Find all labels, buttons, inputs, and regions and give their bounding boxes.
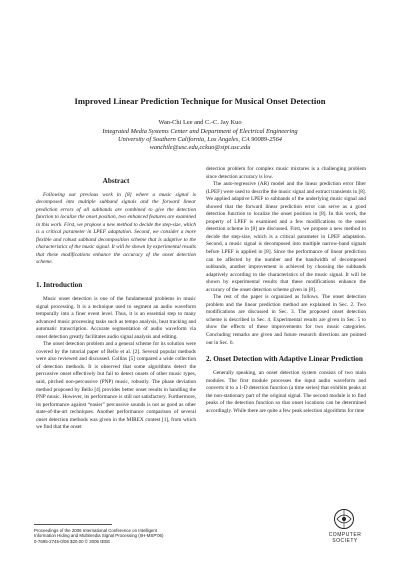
left-column: [36, 178, 196, 432]
computer-society-logo-icon: [333, 508, 355, 530]
body-paragraph: Generally speaking, an onset detection system consists of two main modules. The first module processes the input audio waveform and converts it to a 1-D detection function (a time series) that exhibits peaks at the non-stationary part of the original signal. The second module is to find peaks of the detection function so that onset locations can be determined accordingly. While there are quite a few peak selection algorithms for time: [206, 370, 366, 414]
body-paragraph: The auto-regressive (AR) model and the linear prediction error filter (LPEF) were used to describe the music signal and extract transients in [8]. We applied adaptive LPEF to subbands of the underlying music signal and showed that the forward linear prediction error can serve as a good detection function to localize the onset position in [8]. In this work, the property of LPEF is examined and a few modifications to the onset detection scheme in [8] are discussed. First, we propose a new method to decide the step-size, which is a critical parameter in LPEF adaptation. Second, a music signal is decomposed into multiple narrow-band signals before LPEF is applied in [8]. Since the performance of linear prediction can be affected by the number and the bandwidth of decomposed subbands, another improvement is achieved by choosing the subbands adaptively according to the characteristics of the music signal. It will be shown by experimental results that these modifications enhance the accuracy of the onset detection scheme given in [8].: [206, 181, 366, 293]
author-emails: wanchile@usc.edu,cckuo@sipi.usc.edu: [149, 144, 251, 151]
affiliation-line: University of Southern California, Los Angeles, CA 90089-2564: [118, 136, 282, 143]
footer-line: Proceedings of the 2006 International Conference on Intelligent: [34, 528, 158, 533]
computer-society-logo: [320, 508, 370, 552]
body-paragraph: Music onset detection is one of the fundamental problems in music signal processing. It is a technique used to segment an audio waveform temporally into a finer event level. Thus, it is an essential step to many advanced music processing tasks such as tempo analysis, beat tracking and automatic transcription. Accurate segmentation of audio waveform via onset detection greatly facilitates audio signal analysis and editing.: [36, 296, 196, 340]
affiliation-block: [0, 128, 400, 152]
abstract-heading: Abstract: [102, 177, 130, 185]
section-heading-introduction: 1. Introduction: [36, 281, 83, 290]
paper-authors: Wan-Chi Lee and C.-C. Jay Kuo: [158, 119, 242, 126]
footer-line: 0-7695-2745-0/06 $20.00 © 2006 IEEE: [34, 538, 111, 544]
footer-line: Information Hiding and Multimedia Signal Processing (IIH-MSP'06): [34, 533, 164, 539]
body-paragraph: The rest of the paper is organized as follows. The onset detection problem and the linear prediction method are explained in Sec. 2. Two modifications are discussed in Sec. 3. The proposed onset detection scheme is described in Sec. 4. Experimental results are given in Sec. 5 to show the effects of these improvements for two music categories. Concluding remarks are given and future research directions are pointed out in Sec. 6.: [206, 294, 366, 346]
right-column: [206, 166, 366, 415]
footer-divider: [34, 524, 112, 525]
body-paragraph: The onset detection problem and a general scheme for its solution were covered by the tutorial paper of Bello et al. [2]. Several popular methods were also reviewed and discussed. Collins [5] compared a wide collection of detection methods. It is observed that some algorithms detect the percussive onset effectively but fail to detect onsets of other music types, said, pitched non-percussive (PNP) music, robustly. The phase deviation method proposed by Bello [4] provides better onset results in handling the PNP music. However, its performance is still not satisfactory. Furthermore, its performance against “easier” percussive sounds is not as good as other state-of-the-art techniques. Another performance comparison of several onset detection methods was given in the MIREX contest [1], from which we find that the onset: [36, 341, 196, 431]
logo-wordmark: [320, 532, 370, 544]
abstract-text: Following our previous work in [8] where a music signal is decomposed into multiple subband signals and the forward linear prediction errors of all subbands are combined to give the detection function to localize the onset position, two enhanced features are examined in this work. First, we propose a new method to decide the step-size, which is a critical parameter in LPEF adaptation. Second, we consider a more flexible and robust subband decomposition scheme that is adaptive to the characteristics of the music signal. It will be shown by experimental results that these modifications enhance the accuracy of the onset detection scheme.: [36, 191, 196, 266]
section-heading-onset-detection: 2. Onset Detection with Adaptive Linear Prediction: [206, 355, 363, 364]
affiliation-line: Integrated Media Systems Center and Department of Electrical Engineering: [102, 128, 298, 135]
paper-title: Improved Linear Prediction Technique for Musical Onset Detection: [74, 96, 326, 106]
logo-text-line: SOCIETY: [332, 538, 358, 544]
body-paragraph: detection problem for complex music mixtures is a challenging problem since detection accuracy is low.: [206, 166, 366, 180]
proceedings-footer: [34, 528, 163, 544]
logo-text-line: COMPUTER: [328, 532, 362, 538]
